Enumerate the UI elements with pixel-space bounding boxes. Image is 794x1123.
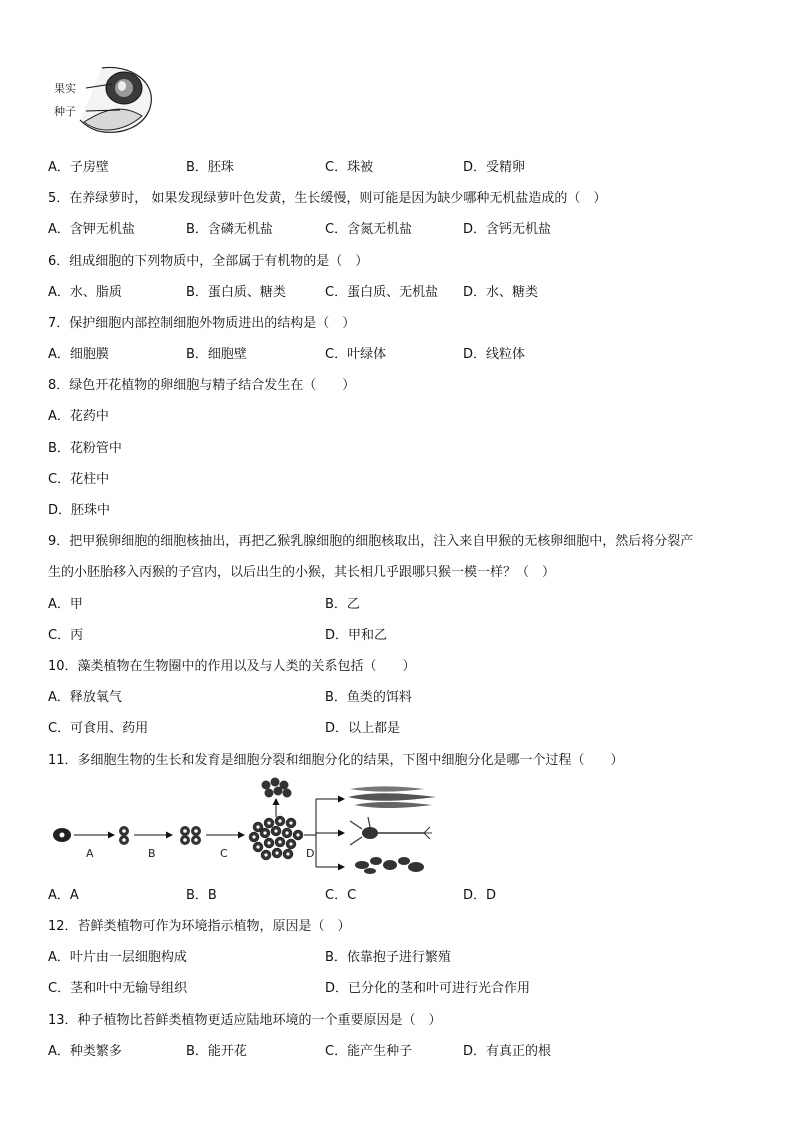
q5-option-c: C．含氮无机盐 (325, 222, 413, 237)
q4-option-c: C．珠被 (325, 160, 374, 175)
q7-option-c: C．叶绿体 (325, 347, 387, 362)
q13-option-d: D．有真正的根 (463, 1044, 552, 1059)
q9-option-b: B．乙 (325, 597, 360, 612)
q11-option-b: B．B (186, 888, 217, 903)
q13-option-b: B．能开花 (186, 1044, 247, 1059)
cell-division-figure (44, 775, 444, 880)
q10-stem: 10．藻类植物在生物圈中的作用以及与人类的关系包括（ ） (48, 659, 416, 674)
q13-option-a: A．种类繁多 (48, 1044, 122, 1059)
q8-option-b: B．花粉管中 (48, 441, 122, 456)
q10-option-a: A．释放氧气 (48, 690, 122, 705)
q9-stem-line2: 生的小胚胎移入丙猴的子宫内，以后出生的小猴，其长相几乎跟哪只猴一模一样？（ ） (48, 565, 556, 580)
q9-option-a: A．甲 (48, 597, 83, 612)
q9-option-d: D．甲和乙 (325, 628, 388, 643)
q12-option-a: A．叶片由一层细胞构成 (48, 950, 187, 965)
q11-option-c: C．C (325, 888, 357, 903)
q8-option-a: A．花药中 (48, 409, 109, 424)
q9-stem-line1: 9．把甲猴卵细胞的细胞核抽出，再把乙猴乳腺细胞的细胞核取出，注入来自甲猴的无核卵细胞中，然后将分裂产 (48, 534, 694, 549)
q5-option-d: D．含钙无机盐 (463, 222, 552, 237)
q12-option-d: D．已分化的茎和叶可进行光合作用 (325, 981, 531, 996)
q12-option-b: B．依靠抱子进行繁殖 (325, 950, 451, 965)
q11-option-d: D．D (463, 888, 497, 903)
q5-option-b: B．含磷无机盐 (186, 222, 273, 237)
q13-option-c: C．能产生种子 (325, 1044, 413, 1059)
q11-option-a: A．A (48, 888, 79, 903)
q11-stem: 11．多细胞生物的生长和发育是细胞分裂和细胞分化的结果，下图中细胞分化是哪一个过程（ ） (48, 753, 624, 768)
q6-stem: 6．组成细胞的下列物质中，全部属于有机物的是（ ） (48, 254, 369, 269)
q6-option-d: D．水、糖类 (463, 285, 539, 300)
q8-option-d: D．胚珠中 (48, 503, 111, 518)
step-label-b: B (148, 847, 156, 860)
step-label-d: D (306, 847, 315, 860)
q8-option-c: C．花柱中 (48, 472, 110, 487)
step-label-c: C (220, 847, 228, 860)
seed-label: 种子 (54, 105, 76, 118)
q8-stem: 8．绿色开花植物的卵细胞与精子结合发生在（ ） (48, 378, 356, 393)
q7-option-d: D．线粒体 (463, 347, 526, 362)
fruit-seed-figure (50, 60, 160, 140)
q6-option-a: A．水、脂质 (48, 285, 122, 300)
q10-option-b: B．鱼类的饵料 (325, 690, 412, 705)
fruit-label: 果实 (54, 82, 76, 95)
q10-option-c: C．可食用、药用 (48, 721, 149, 736)
q7-stem: 7．保护细胞内部控制细胞外物质进出的结构是（ ） (48, 316, 356, 331)
q7-option-a: A．细胞膜 (48, 347, 109, 362)
q12-option-c: C．茎和叶中无输导组织 (48, 981, 188, 996)
q4-option-d: D．受精卵 (463, 160, 526, 175)
step-label-a: A (86, 847, 94, 860)
q5-stem: 5．在养绿萝时， 如果发现绿萝叶色发黄，生长缓慢，则可能是因为缺少哪种无机盐造成的（ ） (48, 191, 607, 206)
q10-option-d: D．以上都是 (325, 721, 401, 736)
q9-option-c: C．丙 (48, 628, 84, 643)
q6-option-c: C．蛋白质、无机盐 (325, 285, 439, 300)
q4-option-b: B．胚珠 (186, 160, 234, 175)
q5-option-a: A．含钾无机盐 (48, 222, 135, 237)
q12-stem: 12．苔鲜类植物可作为环境指示植物，原因是（ ） (48, 919, 351, 934)
q13-stem: 13．种子植物比苔鲜类植物更适应陆地环境的一个重要原因是（ ） (48, 1013, 442, 1028)
q4-option-a: A．子房壁 (48, 160, 109, 175)
q6-option-b: B．蛋白质、糖类 (186, 285, 286, 300)
q7-option-b: B．细胞壁 (186, 347, 247, 362)
